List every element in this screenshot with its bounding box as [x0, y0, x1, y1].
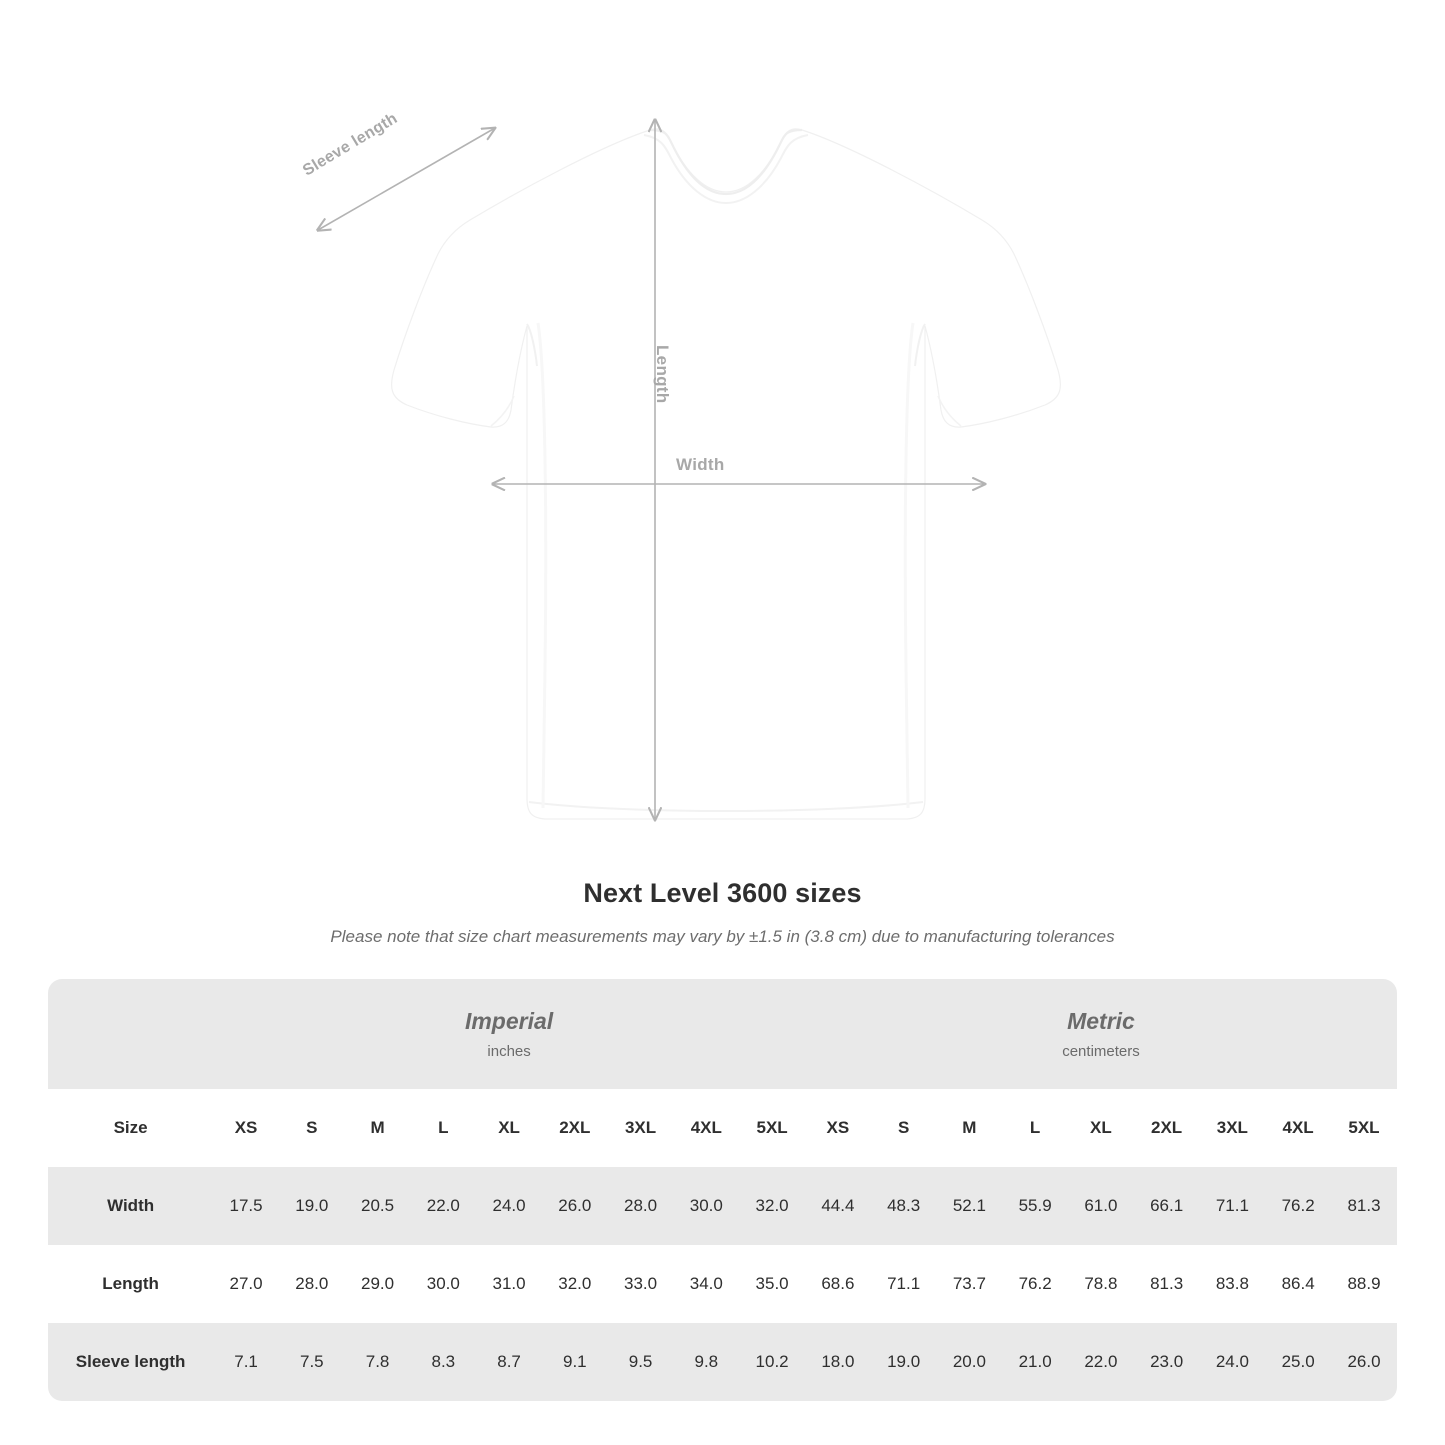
unit-title-metric: Metric — [1067, 1008, 1135, 1035]
size-header-cell: S — [871, 1089, 937, 1167]
measurement-cell: 33.0 — [608, 1245, 674, 1323]
measurement-cell: 83.8 — [1199, 1245, 1265, 1323]
measurement-cell: 9.8 — [673, 1323, 739, 1401]
measurement-cell: 21.0 — [1002, 1323, 1068, 1401]
measurement-cell: 78.8 — [1068, 1245, 1134, 1323]
measurement-cell: 17.5 — [213, 1167, 279, 1245]
measurement-cell: 8.7 — [476, 1323, 542, 1401]
size-header-cell: M — [345, 1089, 411, 1167]
measurement-cell: 31.0 — [476, 1245, 542, 1323]
length-label: Length — [653, 345, 672, 404]
size-header-cell: XS — [805, 1089, 871, 1167]
unit-subtitle-metric: centimeters — [1062, 1042, 1140, 1060]
size-header-cell: 5XL — [739, 1089, 805, 1167]
measurement-cell: 24.0 — [476, 1167, 542, 1245]
size-header-cell: 5XL — [1331, 1089, 1397, 1167]
measurement-cell: 76.2 — [1265, 1167, 1331, 1245]
page-title: Next Level 3600 sizes — [583, 878, 862, 908]
measurement-cell: 30.0 — [673, 1167, 739, 1245]
measurement-cell: 55.9 — [1002, 1167, 1068, 1245]
tshirt-svg — [295, 108, 1155, 838]
measurement-cell: 10.2 — [739, 1323, 805, 1401]
measurement-cell: 81.3 — [1331, 1167, 1397, 1245]
measurement-cell: 27.0 — [213, 1245, 279, 1323]
measurement-cell: 28.0 — [279, 1245, 345, 1323]
tshirt-graphic — [295, 108, 1155, 838]
measurement-cell: 30.0 — [410, 1245, 476, 1323]
measurement-cell: 22.0 — [1068, 1323, 1134, 1401]
measurement-cell: 68.6 — [805, 1245, 871, 1323]
measurement-cell: 7.8 — [345, 1323, 411, 1401]
measurement-cell: 35.0 — [739, 1245, 805, 1323]
measurement-cell: 61.0 — [1068, 1167, 1134, 1245]
row-label-length: Length — [48, 1245, 213, 1323]
measurement-cell: 34.0 — [673, 1245, 739, 1323]
measurement-cell: 18.0 — [805, 1323, 871, 1401]
measurement-cell: 66.1 — [1134, 1167, 1200, 1245]
size-header-cell: 3XL — [608, 1089, 674, 1167]
size-header-cell: L — [410, 1089, 476, 1167]
measurement-cell: 32.0 — [739, 1167, 805, 1245]
measurement-cell: 73.7 — [936, 1245, 1002, 1323]
measurement-cell: 24.0 — [1199, 1323, 1265, 1401]
size-table — [48, 979, 1397, 1401]
size-header-cell: 2XL — [1134, 1089, 1200, 1167]
size-header-cell: 4XL — [673, 1089, 739, 1167]
unit-subtitle-imperial: inches — [487, 1042, 531, 1060]
measurement-cell: 26.0 — [1331, 1323, 1397, 1401]
measurement-cell: 32.0 — [542, 1245, 608, 1323]
unit-title-imperial: Imperial — [464, 1008, 554, 1035]
size-header-cell: M — [936, 1089, 1002, 1167]
table-row — [48, 1167, 1397, 1245]
measurement-cell: 88.9 — [1331, 1245, 1397, 1323]
row-label-width: Width — [48, 1167, 213, 1245]
measurement-cell: 20.5 — [345, 1167, 411, 1245]
size-header-cell: XL — [476, 1089, 542, 1167]
measurement-cell: 19.0 — [279, 1167, 345, 1245]
measurement-cell: 25.0 — [1265, 1323, 1331, 1401]
size-header-cell: L — [1002, 1089, 1068, 1167]
unit-header-spacer — [48, 979, 213, 1089]
tshirt-body — [392, 129, 1061, 819]
size-header-row — [48, 1089, 1397, 1167]
size-header-cell: S — [279, 1089, 345, 1167]
measurement-cell: 44.4 — [805, 1167, 871, 1245]
measurement-cell: 71.1 — [1199, 1167, 1265, 1245]
table-row — [48, 1245, 1397, 1323]
measurement-cell: 23.0 — [1134, 1323, 1200, 1401]
measurement-cell: 19.0 — [871, 1323, 937, 1401]
unit-group-imperial — [213, 979, 805, 1089]
measurement-cell: 52.1 — [936, 1167, 1002, 1245]
tolerance-note: Please note that size chart measurements may vary by ±1.5 in (3.8 cm) due to manufacturing tolerances — [330, 927, 1115, 946]
measurement-cell: 48.3 — [871, 1167, 937, 1245]
measurement-cell: 20.0 — [936, 1323, 1002, 1401]
row-label-sleeve-length: Sleeve length — [48, 1323, 213, 1401]
measurement-cell: 9.1 — [542, 1323, 608, 1401]
measurement-cell: 76.2 — [1002, 1245, 1068, 1323]
measurement-cell: 71.1 — [871, 1245, 937, 1323]
size-header-cell: XS — [213, 1089, 279, 1167]
size-table-wrapper — [48, 979, 1397, 1401]
measurement-cell: 22.0 — [410, 1167, 476, 1245]
measurement-cell: 26.0 — [542, 1167, 608, 1245]
measurement-cell: 9.5 — [608, 1323, 674, 1401]
width-label: Width — [676, 455, 725, 474]
measurement-cell: 81.3 — [1134, 1245, 1200, 1323]
measurement-cell: 7.5 — [279, 1323, 345, 1401]
size-header-cell: 3XL — [1199, 1089, 1265, 1167]
size-header-cell: 2XL — [542, 1089, 608, 1167]
measurement-cell: 7.1 — [213, 1323, 279, 1401]
size-header-label: Size — [48, 1089, 213, 1167]
size-header-cell: XL — [1068, 1089, 1134, 1167]
measurement-cell: 29.0 — [345, 1245, 411, 1323]
unit-header-row — [48, 979, 1397, 1089]
title-block — [0, 878, 1445, 947]
measurement-cell: 86.4 — [1265, 1245, 1331, 1323]
measurement-cell: 8.3 — [410, 1323, 476, 1401]
size-header-cell: 4XL — [1265, 1089, 1331, 1167]
sleeve-length-label: Sleeve length — [300, 109, 401, 180]
measurement-cell: 28.0 — [608, 1167, 674, 1245]
unit-group-metric — [805, 979, 1397, 1089]
table-row — [48, 1323, 1397, 1401]
